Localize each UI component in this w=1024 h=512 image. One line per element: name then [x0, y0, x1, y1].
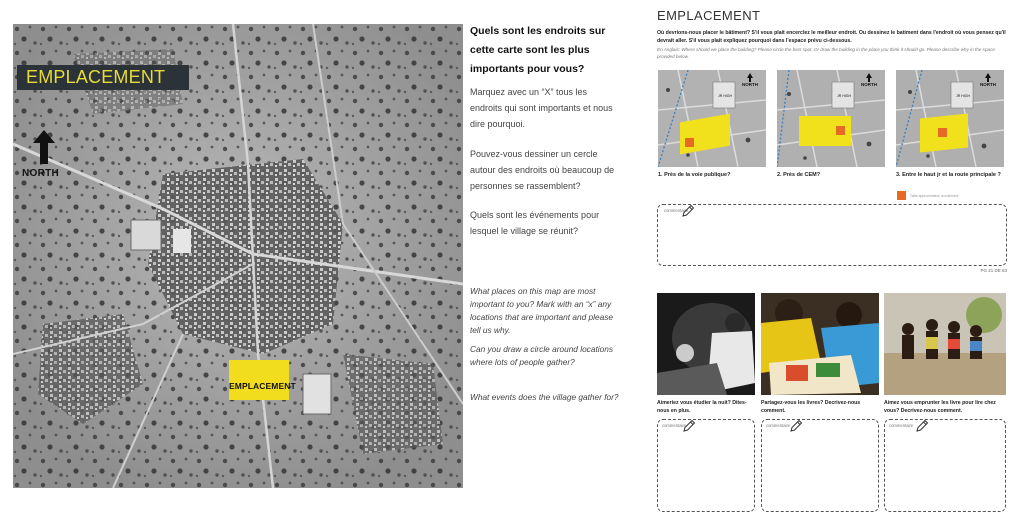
comment-box-tag: commentaire	[664, 208, 689, 213]
comment-box-1[interactable]	[657, 419, 755, 512]
question-title: Quels sont les endroits sur cette carte sont les plus importants pour vous?	[470, 25, 606, 75]
site-option-label-3: 3. Entre le haut jr et la route principale ?	[896, 172, 1001, 178]
site-option-map-2	[777, 70, 885, 167]
question-paragraph-en: What places on this map are most important to you? Mark with an “x” any locations that are important and please tell us why.	[470, 286, 613, 335]
option-map-tag: JR HIGH	[718, 94, 732, 98]
photo-night-study-image	[657, 293, 755, 395]
comment-box-tag: commentaire	[662, 423, 687, 428]
photo-borrowing-books	[884, 293, 1006, 395]
comment-box-tag: commentaire	[889, 423, 914, 428]
photo-night-study	[657, 293, 755, 395]
site-option-label-2: 2. Près de CEM?	[777, 172, 821, 178]
instructions-fr: Où devrions-nous placer le bâtiment? S'il vous plait encerclez le meilleur endroit. Ou dessinez le batiment dans l'endroit où vous pensez qu'il devrait aller. S'il vous plait expliquez pourquoi dans l'espace prévu ci-dessous.	[657, 30, 1006, 44]
question-paragraph-fr: Pouvez-vous dessiner un cercle autour des endroits où beaucoup de personnes se rassemblent?	[470, 149, 615, 191]
site-marker	[229, 360, 289, 400]
building-size-legend-swatch	[897, 191, 906, 200]
comment-box-2[interactable]	[761, 419, 879, 512]
page-number: PG 21 DE 63	[980, 268, 1007, 273]
page-title: EMPLACEMENT	[657, 8, 761, 23]
photo-borrowing-books-image	[884, 293, 1006, 395]
option-map-north-label: NORTH	[861, 82, 877, 87]
aerial-photo-texture	[13, 24, 463, 488]
pencil-icon	[789, 419, 803, 433]
site-option-label-1: 1. Près de la voie publique?	[658, 172, 731, 178]
building-size-legend-label: Taille approximative du bâtiment	[910, 194, 959, 198]
comment-box-tag: commentaire	[766, 423, 791, 428]
photo-question-2: Partagez-vous les livres? Decrivez-nous comment.	[761, 400, 861, 414]
question-paragraph-fr: Marquez avec un “X” tous les endroits qui sont importants et nous dire pourquoi.	[470, 87, 613, 129]
question-paragraph-en: What events does the village gather for?	[470, 392, 619, 402]
site-option-map-3	[896, 70, 1004, 167]
option-map-north-label: NORTH	[742, 82, 758, 87]
map-title-banner: EMPLACEMENT	[17, 65, 189, 90]
pencil-icon	[915, 419, 929, 433]
site-option-map-1	[658, 70, 766, 167]
photo-sharing-books-image	[761, 293, 879, 395]
north-arrow-icon	[33, 130, 55, 164]
comment-box-main[interactable]	[657, 204, 1007, 266]
photo-question-3: Aimez vous emprunter les livre pour lire chez vous? Decrivez-nous comment.	[884, 400, 996, 414]
option-map-north-label: NORTH	[980, 82, 996, 87]
option-map-tag: JR HIGH	[956, 94, 970, 98]
pencil-icon	[682, 419, 696, 433]
comment-box-3[interactable]	[884, 419, 1006, 512]
site-marker-label: EMPLACEMENT	[229, 381, 296, 391]
pencil-icon	[681, 204, 695, 218]
photo-sharing-books	[761, 293, 879, 395]
photo-question-1: Aimeriez vous étudier la nuit? Dites-nous en plus.	[657, 400, 747, 414]
question-paragraph-fr: Quels sont les événements pour lesquel le village se réunit?	[470, 210, 600, 236]
question-paragraph-en: Can you draw a circle around locations where lots of people gather?	[470, 344, 613, 367]
aerial-village-map	[13, 24, 463, 488]
option-map-tag: JR HIGH	[837, 94, 851, 98]
instructions-en: En Anglais: Where should we place the building? Please circle the best spot. Or draw the building in the place you think it should go. Please describe why in the space provided below.	[657, 47, 995, 59]
north-label: NORTH	[22, 168, 60, 179]
